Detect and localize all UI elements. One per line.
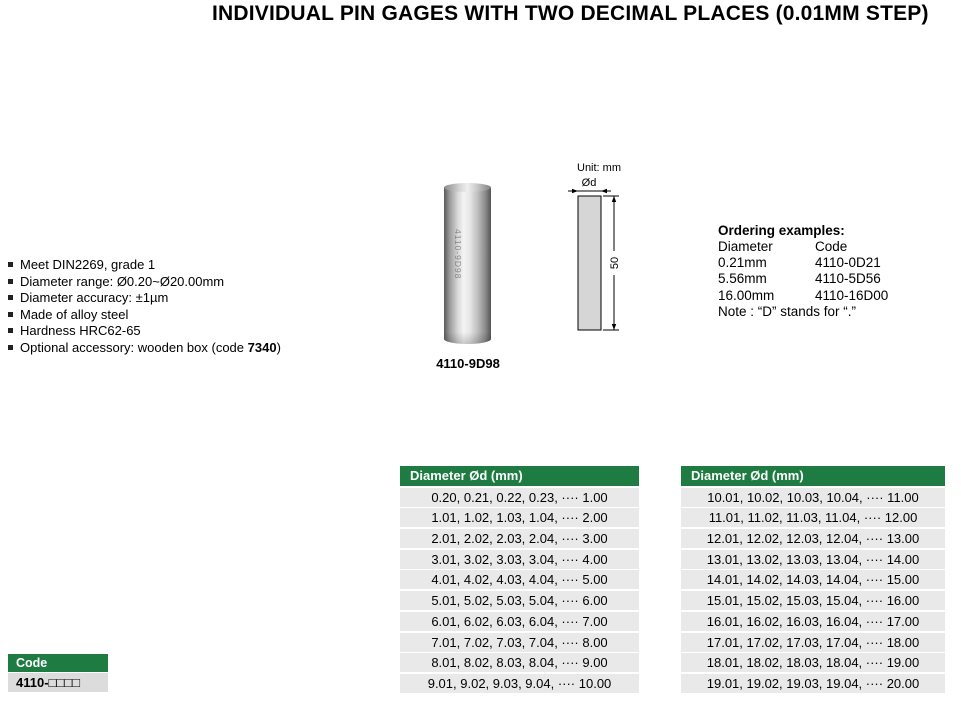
diameter-dim-label: Ød — [581, 177, 597, 189]
pin-outline — [578, 196, 601, 330]
feature-text: Hardness HRC62-65 — [20, 323, 141, 339]
ordering-col-code: Code — [815, 239, 848, 254]
pin-body — [444, 187, 491, 344]
ordering-examples — [718, 222, 888, 320]
code-block — [8, 654, 108, 692]
features-list — [8, 257, 281, 357]
table-header: Diameter Ød (mm) — [681, 466, 945, 486]
page-title: INDIVIDUAL PIN GAGES WITH TWO DECIMAL PLACES (0.01MM STEP) — [212, 2, 929, 25]
feature-item — [8, 323, 281, 340]
ordering-header-row — [718, 239, 888, 255]
pin-engraving: 4110-9D98 — [453, 229, 463, 280]
ordering-diameter: 5.56mm — [718, 271, 767, 287]
feature-item — [8, 257, 281, 274]
feature-item — [8, 307, 281, 324]
table-row: 0.20, 0.21, 0.22, 0.23, ···· 1.00 — [400, 488, 639, 507]
feature-text-prefix: Optional accessory: wooden box (code — [20, 339, 248, 355]
pin-top-face — [444, 183, 491, 192]
bullet-square-icon — [8, 328, 13, 333]
product-code-label: 4110-9D98 — [436, 356, 500, 371]
feature-text: Diameter range: Ø0.20~Ø20.00mm — [20, 273, 225, 289]
table-row: 18.01, 18.02, 18.03, 18.04, ···· 19.00 — [681, 653, 945, 672]
ordering-note: Note : “D” stands for “.” — [718, 303, 857, 319]
ordering-diameter: 0.21mm — [718, 255, 767, 271]
ordering-title: Ordering examples: — [718, 223, 845, 238]
table-header: Diameter Ød (mm) — [400, 466, 639, 486]
bullet-square-icon — [8, 262, 13, 267]
table-row: 3.01, 3.02, 3.03, 3.04, ···· 4.00 — [400, 550, 639, 569]
table-row: 2.01, 2.02, 2.03, 2.04, ···· 3.00 — [400, 529, 639, 548]
table-row: 8.01, 8.02, 8.03, 8.04, ···· 9.00 — [400, 653, 639, 672]
ordering-row — [718, 255, 888, 271]
table-row: 12.01, 12.02, 12.03, 12.04, ···· 13.00 — [681, 529, 945, 548]
ordering-code: 4110-0D21 — [815, 255, 881, 271]
table-row: 14.01, 14.02, 14.03, 14.04, ···· 15.00 — [681, 570, 945, 589]
feature-item — [8, 274, 281, 291]
table-row: 11.01, 11.02, 11.03, 11.04, ···· 12.00 — [681, 508, 945, 527]
table-row: 17.01, 17.02, 17.03, 17.04, ···· 18.00 — [681, 633, 945, 652]
table-row: 5.01, 5.02, 5.03, 5.04, ···· 6.00 — [400, 591, 639, 610]
ordering-row — [718, 288, 888, 304]
feature-text-suffix: ) — [276, 339, 281, 355]
bullet-square-icon — [8, 279, 13, 284]
ordering-row — [718, 271, 888, 287]
ordering-diameter: 16.00mm — [718, 287, 775, 303]
bullet-square-icon — [8, 295, 13, 300]
feature-text — [20, 340, 281, 355]
table-row: 16.01, 16.02, 16.03, 16.04, ···· 17.00 — [681, 612, 945, 631]
table-row: 19.01, 19.02, 19.03, 19.04, ···· 20.00 — [681, 674, 945, 693]
accessory-code: 7340 — [247, 339, 277, 355]
table-row: 9.01, 9.02, 9.03, 9.04, ···· 10.00 — [400, 674, 639, 693]
bullet-square-icon — [8, 312, 13, 317]
table-row: 6.01, 6.02, 6.03, 6.04, ···· 7.00 — [400, 612, 639, 631]
table-row: 4.01, 4.02, 4.03, 4.04, ···· 5.00 — [400, 570, 639, 589]
table-row: 15.01, 15.02, 15.03, 15.04, ···· 16.00 — [681, 591, 945, 610]
table-row: 1.01, 1.02, 1.03, 1.04, ···· 2.00 — [400, 508, 639, 527]
code-block-value: 4110-□□□□ — [8, 673, 108, 692]
code-block-header: Code — [8, 654, 108, 672]
table-row: 7.01, 7.02, 7.03, 7.04, ···· 8.00 — [400, 633, 639, 652]
ordering-code: 4110-16D00 — [815, 287, 889, 303]
bullet-square-icon — [8, 345, 13, 350]
diameter-table-right — [681, 466, 945, 695]
ordering-code: 4110-5D56 — [815, 271, 881, 287]
technical-drawing — [555, 155, 655, 345]
unit-label: Unit: mm — [577, 162, 621, 174]
table-row: 10.01, 10.02, 10.03, 10.04, ···· 11.00 — [681, 488, 945, 507]
feature-text: Meet DIN2269, grade 1 — [20, 257, 156, 272]
feature-item — [8, 290, 281, 307]
diameter-dimension-lines — [568, 189, 611, 193]
length-dim-label: 50 — [609, 256, 621, 270]
ordering-col-diameter: Diameter — [718, 239, 773, 254]
feature-item — [8, 340, 281, 357]
feature-text: Diameter accuracy: ±1µm — [20, 290, 169, 306]
diameter-table-left — [400, 466, 639, 695]
pin-gage-photo — [444, 183, 491, 344]
feature-text: Made of alloy steel — [20, 306, 129, 322]
table-row: 13.01, 13.02, 13.03, 13.04, ···· 14.00 — [681, 550, 945, 569]
